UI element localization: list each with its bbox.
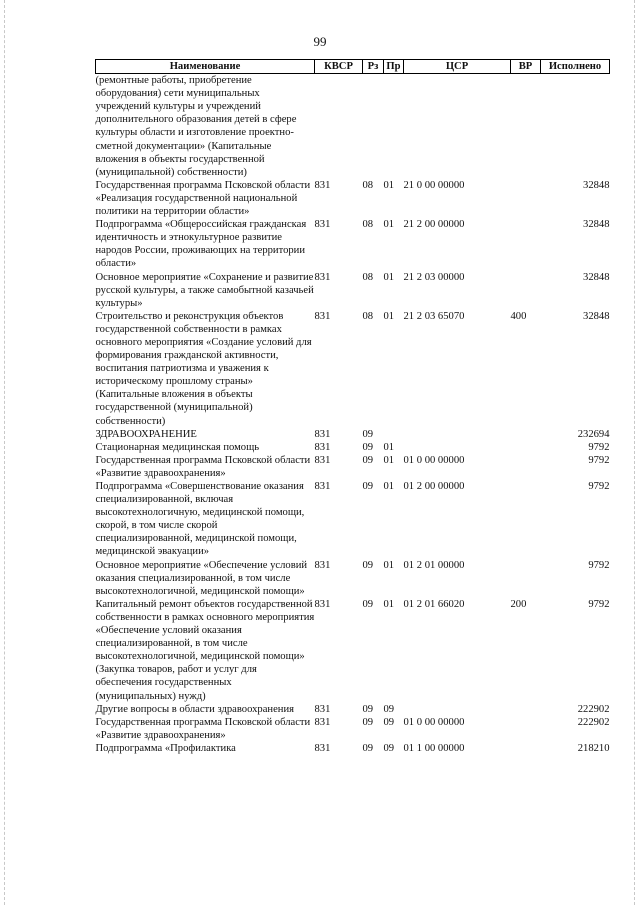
row-amount: 232694 [577, 428, 610, 440]
row-amount: 9792 [588, 598, 610, 610]
row-kvsr: 831 [314, 559, 331, 571]
row-vr [511, 716, 541, 742]
row-amount: 9792 [588, 441, 610, 453]
row-name: Другие вопросы в области здравоохранения [95, 703, 294, 715]
row-pr: 01 [383, 271, 395, 283]
table-row [96, 218, 610, 270]
header-executed: Исполнено [541, 60, 610, 74]
row-kvsr: 831 [314, 271, 331, 283]
page-number: 99 [313, 34, 327, 49]
row-amount: 9792 [588, 454, 610, 466]
row-name: Строительство и реконструкция объектов государственной собственности в рамках основного мероприятия «Создание условий для формирования гражданской активности, воспитания патриотизма и уважения к историческому прошлому страны» (Капитальные вложения в объекты государственной (муниципальной) собственности) [95, 310, 312, 427]
row-name: Подпрограмма «Общероссийская гражданская идентичность и этнокультурное развитие народов России, проживающих на территории области» [95, 219, 307, 270]
row-vr: 400 [510, 310, 527, 322]
row-vr [511, 428, 541, 441]
table-row [96, 742, 610, 755]
row-name: (ремонтные работы, приобретение оборудования) сети муниципальных учреждений культуры и учреждений дополнительного образования детей в сфере культуры области и изготовление проектно-сметной документации» (Капитальные вложения в объекты государственной (муниципальной) собственности) [95, 75, 297, 178]
row-kvsr: 831 [314, 598, 331, 610]
row-kvsr: 831 [314, 441, 331, 453]
row-vr [511, 480, 541, 559]
header-kvsr: КВСР [315, 60, 363, 74]
table-row [96, 179, 610, 218]
row-kvsr: 831 [314, 428, 331, 440]
row-kvsr: 831 [314, 742, 331, 754]
row-amount: 9792 [588, 559, 610, 571]
row-vr [511, 218, 541, 270]
row-rz: 09 [362, 441, 374, 453]
table-row [96, 480, 610, 559]
scan-edge-right [634, 0, 636, 905]
table-row [96, 271, 610, 310]
row-pr: 01 [383, 559, 395, 571]
row-name: Капитальный ремонт объектов государственной собственности в рамках основного мероприятия «Обеспечение условий оказания специализированной, в том числе высокотехнологичной, медицинской помощи» (Закупка товаров, работ и услуг для обеспечения государственных (муниципальных) нужд) [95, 598, 315, 702]
row-pr: 01 [383, 441, 395, 453]
row-pr: 01 [383, 454, 395, 466]
row-amount: 32848 [583, 310, 610, 322]
row-rz: 09 [362, 703, 374, 715]
row-amount: 32848 [583, 271, 610, 283]
row-csr: 01 2 01 66020 [403, 598, 465, 610]
row-name: ЗДРАВООХРАНЕНИЕ [95, 428, 197, 440]
header-name: Наименование [96, 60, 315, 74]
row-csr: 21 2 03 00000 [403, 271, 465, 283]
row-kvsr: 831 [314, 703, 331, 715]
row-amount: 9792 [588, 481, 610, 492]
row-rz: 09 [362, 598, 374, 610]
row-vr [511, 271, 541, 310]
row-amount: 222902 [577, 716, 610, 728]
row-rz: 08 [362, 219, 374, 231]
row-csr: 21 2 03 65070 [403, 310, 465, 322]
row-rz: 08 [362, 271, 374, 283]
header-pr: Пр [384, 60, 404, 74]
row-name: Государственная программа Псковской области «Развитие здравоохранения» [95, 716, 311, 741]
row-amount: 32848 [583, 219, 610, 231]
row-csr: 01 2 01 00000 [403, 559, 465, 571]
row-vr [511, 559, 541, 598]
row-csr [404, 428, 511, 441]
row-vr [511, 703, 541, 716]
row-rz: 09 [362, 716, 374, 728]
row-amount: 32848 [583, 179, 610, 191]
row-vr [511, 454, 541, 480]
table-row [96, 598, 610, 703]
row-pr: 01 [383, 481, 395, 492]
row-kvsr: 831 [314, 179, 331, 191]
row-rz: 09 [362, 454, 374, 466]
row-rz: 09 [362, 428, 374, 440]
row-pr: 09 [383, 716, 395, 728]
row-pr: 09 [383, 703, 395, 715]
row-pr [384, 428, 404, 441]
row-vr: 200 [510, 598, 527, 610]
row-name: Государственная программа Псковской области «Развитие здравоохранения» [95, 454, 311, 479]
header-vr: ВР [511, 60, 541, 74]
row-amount [541, 74, 610, 179]
table-header-row [96, 60, 610, 74]
table-row [96, 310, 610, 428]
row-kvsr [315, 74, 363, 179]
row-name: Государственная программа Псковской области «Реализация государственной национальной политики на территории области» [95, 179, 311, 218]
table-row [96, 441, 610, 454]
scan-edge-left [4, 0, 6, 905]
row-rz: 09 [362, 559, 374, 571]
row-pr: 01 [383, 219, 395, 231]
row-kvsr: 831 [314, 481, 331, 492]
row-csr [404, 703, 511, 716]
row-kvsr: 831 [314, 716, 331, 728]
row-pr: 09 [383, 742, 395, 754]
row-amount: 218210 [577, 742, 610, 754]
row-kvsr: 831 [314, 219, 331, 231]
row-vr [511, 441, 541, 454]
row-csr [404, 74, 511, 179]
row-csr: 01 2 00 00000 [403, 481, 465, 492]
row-kvsr: 831 [314, 454, 331, 466]
budget-execution-table [95, 59, 610, 755]
row-name: Основное мероприятие «Сохранение и развитие русской культуры, а также самобытной казачьей культуры» [95, 271, 314, 309]
table-row [96, 428, 610, 441]
row-amount: 222902 [577, 703, 610, 715]
row-rz: 08 [362, 179, 374, 191]
row-name: Подпрограмма «Профилактика [95, 742, 236, 754]
row-rz: 09 [362, 742, 374, 754]
table-row [96, 703, 610, 716]
row-csr: 01 0 00 00000 [403, 716, 465, 728]
table-row [96, 454, 610, 480]
header-csr: ЦСР [404, 60, 511, 74]
row-vr [511, 742, 541, 755]
row-pr [384, 74, 404, 179]
row-name: Стационарная медицинская помощь [95, 441, 260, 453]
row-csr: 01 0 00 00000 [403, 454, 465, 466]
row-kvsr: 831 [314, 310, 331, 322]
row-rz [363, 74, 384, 179]
row-csr: 01 1 00 00000 [403, 742, 465, 754]
row-csr [404, 441, 511, 454]
row-pr: 01 [383, 310, 395, 322]
header-rz: Рз [363, 60, 384, 74]
table-row [96, 74, 610, 179]
row-csr: 21 2 00 00000 [403, 219, 465, 231]
row-pr: 01 [383, 598, 395, 610]
table-row [96, 716, 610, 742]
row-csr: 21 0 00 00000 [403, 179, 465, 191]
row-pr: 01 [383, 179, 395, 191]
row-name: Подпрограмма «Совершенствование оказания специализированной, включая высокотехнологичную, медицинской помощи, скорой, в том числе скорой специализированной, медицинской помощи, медицинской эвакуации» [95, 481, 305, 558]
table-row [96, 559, 610, 598]
row-vr [511, 179, 541, 218]
row-name: Основное мероприятие «Обеспечение условий оказания специализированной, в том числе высокотехнологичной, медицинской помощи» [95, 559, 308, 597]
row-rz: 08 [362, 310, 374, 322]
row-rz: 09 [362, 481, 374, 492]
row-vr [511, 74, 541, 179]
